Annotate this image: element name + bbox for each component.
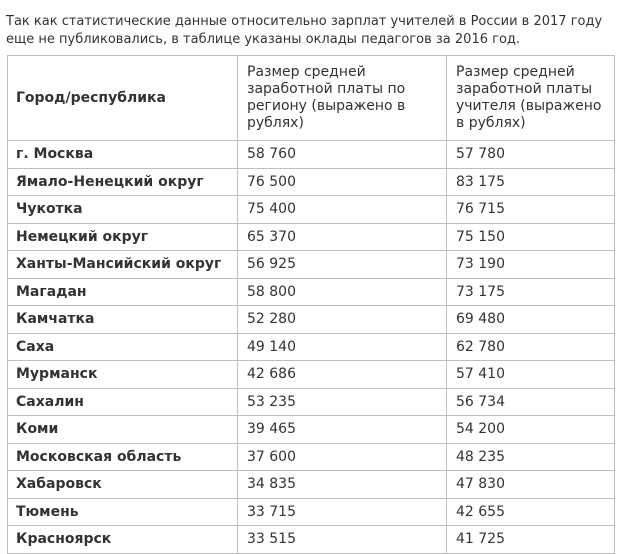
table-row — [8, 251, 615, 279]
cell-regional-salary: 33 515 — [238, 526, 447, 554]
cell-teacher-salary: 76 715 — [447, 196, 615, 224]
cell-region: Хабаровск — [8, 471, 238, 499]
header-row — [8, 56, 615, 141]
header-region: Город/республика — [8, 56, 238, 141]
cell-region: Сахалин — [8, 388, 238, 416]
cell-region: Магадан — [8, 278, 238, 306]
table-row — [8, 498, 615, 526]
cell-regional-salary: 58 800 — [238, 278, 447, 306]
cell-regional-salary: 52 280 — [238, 306, 447, 334]
cell-regional-salary: 42 686 — [238, 361, 447, 389]
salary-table — [7, 55, 615, 554]
cell-regional-salary: 37 600 — [238, 443, 447, 471]
cell-region: Немецкий округ — [8, 223, 238, 251]
table-row — [8, 526, 615, 554]
table-row — [8, 278, 615, 306]
header-teacher-salary: Размер средней заработной платы учителя (выражено в рублях) — [447, 56, 615, 141]
cell-region: Тюмень — [8, 498, 238, 526]
intro-paragraph: Так как статистические данные относительно зарплат учителей в России в 2017 году еще не публиковались, в таблице указаны оклады педагогов за 2016 год. — [6, 14, 603, 47]
table-row — [8, 416, 615, 444]
cell-region: Камчатка — [8, 306, 238, 334]
table-row — [8, 141, 615, 169]
cell-teacher-salary: 54 200 — [447, 416, 615, 444]
cell-teacher-salary: 42 655 — [447, 498, 615, 526]
cell-teacher-salary: 57 410 — [447, 361, 615, 389]
table-row — [8, 223, 615, 251]
header-regional-salary: Размер средней заработной платы по региону (выражено в рублях) — [238, 56, 447, 141]
table-row — [8, 168, 615, 196]
cell-regional-salary: 76 500 — [238, 168, 447, 196]
cell-regional-salary: 53 235 — [238, 388, 447, 416]
cell-teacher-salary: 62 780 — [447, 333, 615, 361]
table-row — [8, 306, 615, 334]
cell-teacher-salary: 73 190 — [447, 251, 615, 279]
cell-region: Саха — [8, 333, 238, 361]
cell-region: Ханты-Мансийский округ — [8, 251, 238, 279]
cell-region: Чукотка — [8, 196, 238, 224]
cell-region: Мурманск — [8, 361, 238, 389]
cell-regional-salary: 58 760 — [238, 141, 447, 169]
cell-region: Ямало-Ненецкий округ — [8, 168, 238, 196]
cell-regional-salary: 49 140 — [238, 333, 447, 361]
cell-regional-salary: 65 370 — [238, 223, 447, 251]
cell-teacher-salary: 69 480 — [447, 306, 615, 334]
table-row — [8, 443, 615, 471]
cell-teacher-salary: 48 235 — [447, 443, 615, 471]
cell-teacher-salary: 75 150 — [447, 223, 615, 251]
cell-regional-salary: 56 925 — [238, 251, 447, 279]
cell-teacher-salary: 83 175 — [447, 168, 615, 196]
table-row — [8, 388, 615, 416]
cell-teacher-salary: 56 734 — [447, 388, 615, 416]
cell-regional-salary: 34 835 — [238, 471, 447, 499]
cell-teacher-salary: 47 830 — [447, 471, 615, 499]
cell-region: г. Москва — [8, 141, 238, 169]
table-row — [8, 361, 615, 389]
cell-regional-salary: 39 465 — [238, 416, 447, 444]
cell-regional-salary: 33 715 — [238, 498, 447, 526]
table-row — [8, 471, 615, 499]
table-row — [8, 196, 615, 224]
cell-teacher-salary: 57 780 — [447, 141, 615, 169]
cell-region: Коми — [8, 416, 238, 444]
table-row — [8, 333, 615, 361]
cell-region: Московская область — [8, 443, 238, 471]
cell-regional-salary: 75 400 — [238, 196, 447, 224]
cell-teacher-salary: 73 175 — [447, 278, 615, 306]
cell-teacher-salary: 41 725 — [447, 526, 615, 554]
table-header — [8, 56, 615, 141]
table-body — [8, 141, 615, 554]
cell-region: Красноярск — [8, 526, 238, 554]
